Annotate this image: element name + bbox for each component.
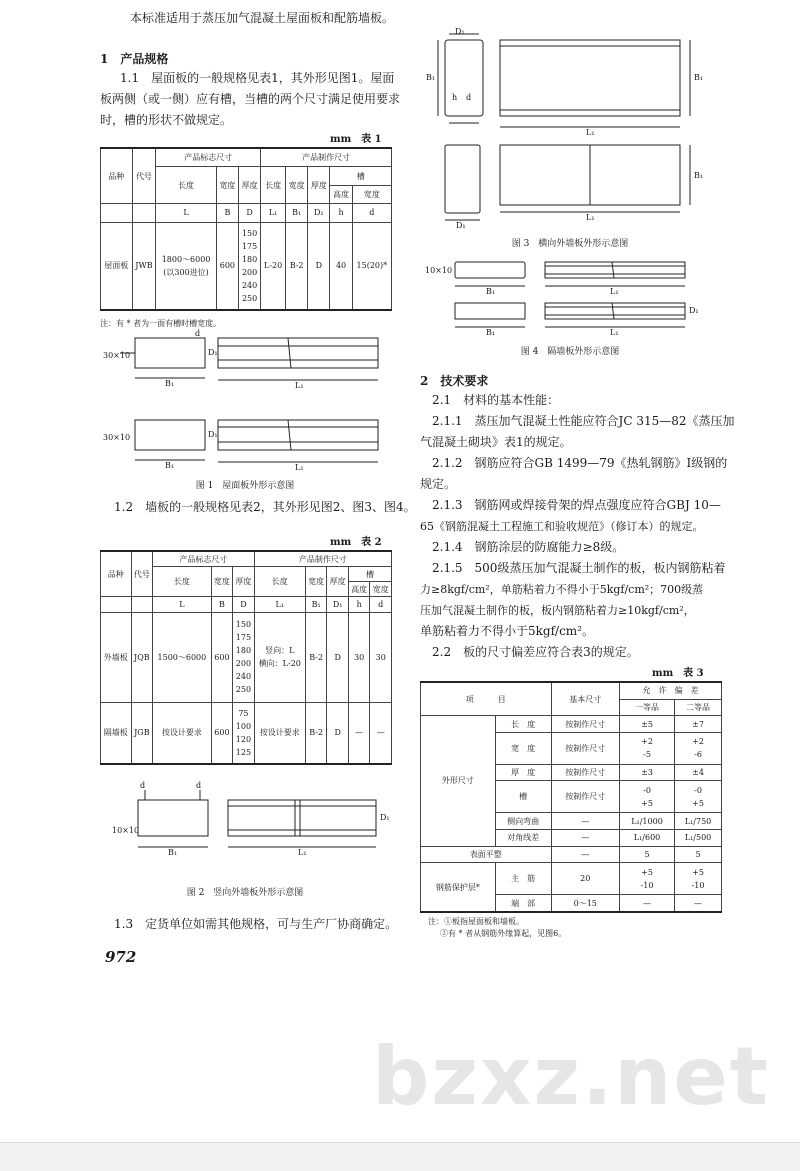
fig3-label-d: d [466, 93, 472, 102]
t3-h-tol: 允 许 偏 差 [619, 682, 721, 699]
paragraph-2-1-2a: 2.1.2 钢筋应符合GB 1499—79《热轧钢筋》I级钢的 [432, 456, 728, 470]
paragraph-2-1-5c: 压加气混凝土制作的板，板内钢筋粘着力≥10kgf/cm²， [420, 604, 695, 617]
t2-sym-d: d [370, 597, 392, 612]
t2-h-code: 代号 [131, 551, 153, 597]
t1-wid: 600 [216, 222, 238, 310]
t3-bend-g2: L₁/750 [675, 813, 722, 830]
t3-wid-base: 按制作尺寸 [551, 732, 619, 764]
t1-thk: 150 175 180 200 240 250 [239, 222, 261, 310]
t3-bend-name: 侧向弯曲 [495, 813, 551, 830]
fig1-label-30x10-a: 30×10 [103, 351, 131, 360]
t1-h-groove: 槽 [330, 167, 392, 185]
fig3-label-b1-b: B₁ [694, 73, 704, 82]
page-number: 972 [105, 948, 137, 966]
t1-h-gh: 高度 [330, 185, 352, 203]
t1-kind: 屋面板 [101, 222, 133, 310]
t3-h-item: 项 目 [421, 682, 552, 716]
paragraph-1-1: 1.1 屋面板的一般规格见表1，其外形见图1。屋面板两侧（或一侧）应有槽，当槽的两个尺寸满足使用要求时，槽的形状不做规定。 [100, 71, 401, 127]
t3-thk-g1: ±3 [619, 764, 674, 781]
t2-sym-B: B [211, 597, 233, 612]
fig4-label-l1-a: L₁ [610, 287, 619, 296]
fig2-label-l1: L₁ [298, 848, 307, 857]
fig4-label-d1: D₁ [689, 306, 699, 315]
t3-grv-g2: -0 +5 [675, 781, 722, 813]
t2-h-wid: 宽度 [211, 567, 233, 597]
t1-sym-d: d [352, 204, 391, 222]
t3-grv-g1: -0 +5 [619, 781, 674, 813]
t3-main-g2: +5 -10 [675, 863, 722, 895]
t1-sym-B1: B₁ [286, 204, 308, 222]
t1-h-wid: 宽度 [216, 167, 238, 204]
t2-h-groove: 槽 [348, 567, 391, 582]
t2-h-nominal: 产品标志尺寸 [153, 551, 255, 567]
t2-r2-d: — [370, 702, 392, 764]
t3-len-base: 按制作尺寸 [551, 716, 619, 733]
figure-3-caption: 图 3 横向外墙板外形示意图 [511, 239, 629, 249]
t3-end-g2: — [675, 895, 722, 912]
t1-h-nominal: 产品标志尺寸 [156, 148, 261, 167]
t2-h-gw: 宽度 [370, 582, 392, 597]
paragraph-2-1-4: 2.1.4 钢筋涂层的防腐能力≥8级。 [432, 540, 625, 554]
t2-r1-len: 1500～6000 [153, 612, 212, 702]
t3-diag-g1: L₁/600 [619, 830, 674, 847]
t1-sym-L1: L₁ [261, 204, 286, 222]
t2-sym-D1: D₁ [327, 597, 349, 612]
t3-h-base: 基本尺寸 [551, 682, 619, 716]
t2-h-thk1: 厚度 [327, 567, 349, 597]
t3-bend-g1: L₁/1000 [619, 813, 674, 830]
t2-r2-len: 按设计要求 [153, 702, 212, 764]
t3-thk-name: 厚 度 [495, 764, 551, 781]
paragraph-2-1: 2.1 材料的基本性能： [432, 393, 560, 407]
t2-h-gh: 高度 [348, 582, 370, 597]
paragraph-2-1-5a: 2.1.5 500级蒸压加气混凝土制作的板，板内钢筋粘着 [432, 561, 726, 575]
t2-sym-L: L [153, 597, 212, 612]
t1-h-kind: 品种 [101, 148, 133, 204]
fig4-label-b1-a: B₁ [486, 287, 496, 296]
t2-r2-L1: 按设计要求 [254, 702, 305, 764]
t1-L1: L-20 [261, 222, 286, 310]
table-row [421, 863, 722, 895]
paragraph-2-1-1a: 2.1.1 蒸压加气混凝土性能应符合JC 315—82《蒸压加 [432, 414, 735, 428]
t1-h-wid1: 宽度 [286, 167, 308, 204]
fig1-label-30x10-b: 30×10 [103, 433, 131, 442]
t2-h-thk: 厚度 [233, 567, 255, 597]
fig3-label-h: h [452, 93, 458, 102]
paragraph-2-1-3a: 2.1.3 钢筋网或焊接骨架的焊点强度应符合GBJ 10— [432, 498, 721, 512]
t1-code: JWB [132, 222, 156, 310]
t2-r2-B1: B-2 [305, 702, 327, 764]
t3-grp-cover: 钢筋保护层* [421, 863, 496, 912]
t2-sym-D: D [233, 597, 255, 612]
t2-sym-B1: B₁ [305, 597, 327, 612]
fig2-label-b1: B₁ [168, 848, 178, 857]
t2-h-wid1: 宽度 [305, 567, 327, 597]
t3-end-g1: — [619, 895, 674, 912]
fig4-label-l1-b: L₁ [610, 328, 619, 337]
t3-thk-g2: ±4 [675, 764, 722, 781]
fig3-label-l1-b: L₁ [586, 213, 595, 222]
t3-grv-name: 槽 [495, 781, 551, 813]
fig3-label-l1-a: L₁ [586, 128, 595, 137]
t3-end-base: 0～15 [551, 895, 619, 912]
fig1-label-d1-a: D₁ [208, 348, 218, 357]
figure-2-caption: 图 2 竖向外墙板外形示意图 [186, 888, 304, 898]
t2-sym-h: h [348, 597, 370, 612]
table3-note-2: ②有 * 者从钢筋外缘算起，见图6。 [440, 929, 567, 938]
fig3-label-b1-a: B₁ [426, 73, 436, 82]
t2-h-len1: 长度 [254, 567, 305, 597]
fig2-label-d1: D₁ [380, 813, 390, 822]
figure-4-caption: 图 4 隔墙板外形示意图 [520, 347, 620, 357]
t1-sym-D: D [239, 204, 261, 222]
paragraph-1-3: 1.3 定货单位如需其他规格，可与生产厂协商确定。 [114, 917, 398, 931]
fig2-label-d-b: d [196, 781, 202, 790]
t1-h-code: 代号 [132, 148, 156, 204]
table-3 [420, 681, 722, 913]
t1-h: 40 [330, 222, 352, 310]
table3-note-1: 注：①板指屋面板和墙板。 [428, 917, 524, 926]
fig4-label-10x10: 10×10 [425, 266, 453, 275]
t3-diag-base: — [551, 830, 619, 847]
table-row [421, 716, 722, 733]
t2-h-kind: 品种 [101, 551, 132, 597]
t2-r2-h: — [348, 702, 370, 764]
paragraph-2-1-5b: 力≥8kgf/cm²，单筋粘着力不得小于5kgf/cm²；700级蒸 [420, 583, 704, 596]
t3-wid-name: 宽 度 [495, 732, 551, 764]
t3-end-name: 端 部 [495, 895, 551, 912]
t2-r1-d: 30 [370, 612, 392, 702]
t2-r1-h: 30 [348, 612, 370, 702]
t2-r1-D1: D [327, 612, 349, 702]
t1-D1: D [308, 222, 330, 310]
fig1-label-d1-b: D₁ [208, 430, 218, 439]
t1-h-thk1: 厚度 [308, 167, 330, 204]
t1-sym-L: L [156, 204, 216, 222]
t2-r2-code: JGB [131, 702, 153, 764]
t2-r2-wid: 600 [211, 702, 233, 764]
t3-len-name: 长 度 [495, 716, 551, 733]
table2-unit-label: mm 表 2 [330, 537, 382, 548]
t1-h-len1: 长度 [261, 167, 286, 204]
t3-diag-g2: L₁/500 [675, 830, 722, 847]
fig1-label-d: d [195, 329, 201, 338]
viewer-bottom-strip [0, 1142, 800, 1171]
t3-h-g1: 一等品 [619, 699, 674, 716]
t3-grp-shape: 外形尺寸 [421, 716, 496, 846]
t3-flat-g1: 5 [619, 846, 674, 863]
t2-r2-D1: D [327, 702, 349, 764]
t1-sym-B: B [216, 204, 238, 222]
t3-flat-name: 表面平整 [421, 846, 552, 863]
t2-h-len: 长度 [153, 567, 212, 597]
t3-main-name: 主 筋 [495, 863, 551, 895]
t3-thk-base: 按制作尺寸 [551, 764, 619, 781]
t1-len: 1800～6000 (以300进位) [156, 222, 216, 310]
t1-sym-D1: D₁ [308, 204, 330, 222]
t2-r1-L1: 竖向：L 横向：L-20 [254, 612, 305, 702]
fig1-label-b1-a: B₁ [165, 379, 175, 388]
t2-r1-kind: 外墙板 [101, 612, 132, 702]
t3-main-g1: +5 -10 [619, 863, 674, 895]
paragraph-2-1-2b: 规定。 [420, 477, 457, 491]
fig4-label-b1-b: B₁ [486, 328, 496, 337]
t3-wid-g1: +2 -5 [619, 732, 674, 764]
t1-sym-h: h [330, 204, 352, 222]
t2-r1-thk: 150 175 180 200 240 250 [233, 612, 255, 702]
t1-h-len: 长度 [156, 167, 216, 204]
fig2-label-d-a: d [140, 781, 146, 790]
figure-1-caption: 图 1 屋面板外形示意图 [195, 481, 295, 491]
fig1-label-b1-b: B₁ [165, 461, 175, 470]
t3-flat-base: — [551, 846, 619, 863]
t3-h-g2: 二等品 [675, 699, 722, 716]
table1-unit-label: mm 表 1 [330, 134, 382, 145]
table3-unit-label: mm 表 3 [652, 668, 704, 679]
section-1-heading: 1 产品规格 [100, 52, 169, 66]
t2-r1-code: JQB [131, 612, 153, 702]
t3-flat-g2: 5 [675, 846, 722, 863]
t1-h-gw: 宽度 [352, 185, 391, 203]
fig1-label-l1-a: L₁ [295, 381, 304, 390]
table-row [421, 846, 722, 863]
t1-d: 15(20)* [352, 222, 391, 310]
t2-r2-thk: 75 100 120 125 [233, 702, 255, 764]
t1-h-make: 产品制作尺寸 [261, 148, 392, 167]
t1-B1: B-2 [286, 222, 308, 310]
table1-note: 注：有 * 者为一面有槽时槽宽度。 [100, 319, 222, 328]
paragraph-2-1-1b: 气混凝土砌块》表1的规定。 [420, 435, 572, 449]
paragraph-2-1-3b: 65《钢筋混凝土工程施工和验收规范》（修订本）的规定。 [420, 520, 704, 533]
t3-len-g2: ±7 [675, 716, 722, 733]
fig3-label-d1: D₁ [455, 27, 465, 36]
t1-h-thk: 厚度 [239, 167, 261, 204]
watermark-logo: bzxz.net [372, 1030, 770, 1123]
t3-bend-base: — [551, 813, 619, 830]
paragraph-2-1-5d: 单筋粘着力不得小于5kgf/cm²。 [420, 624, 594, 638]
intro-text: 本标准适用于蒸压加气混凝土屋面板和配筋墙板。 [130, 11, 395, 25]
section-2-heading: 2 技术要求 [420, 374, 489, 388]
t3-len-g1: ±5 [619, 716, 674, 733]
fig1-label-l1-b: L₁ [295, 463, 304, 472]
paragraph-2-2: 2.2 板的尺寸偏差应符合表3的规定。 [432, 645, 639, 659]
t2-r2-kind: 隔墙板 [101, 702, 132, 764]
t2-r1-B1: B-2 [305, 612, 327, 702]
t2-sym-L1: L₁ [254, 597, 305, 612]
fig3-label-b1-c: B₁ [694, 171, 704, 180]
t2-r1-wid: 600 [211, 612, 233, 702]
paragraph-1-2: 1.2 墙板的一般规格见表2，其外形见图2、图3、图4。 [114, 500, 416, 514]
t3-grv-base: 按制作尺寸 [551, 781, 619, 813]
t3-diag-name: 对角线差 [495, 830, 551, 847]
t2-h-make: 产品制作尺寸 [254, 551, 391, 567]
t3-main-base: 20 [551, 863, 619, 895]
t3-wid-g2: +2 -6 [675, 732, 722, 764]
fig3-label-d1-b: D₁ [456, 221, 466, 230]
fig2-label-10x10: 10×10 [112, 826, 140, 835]
